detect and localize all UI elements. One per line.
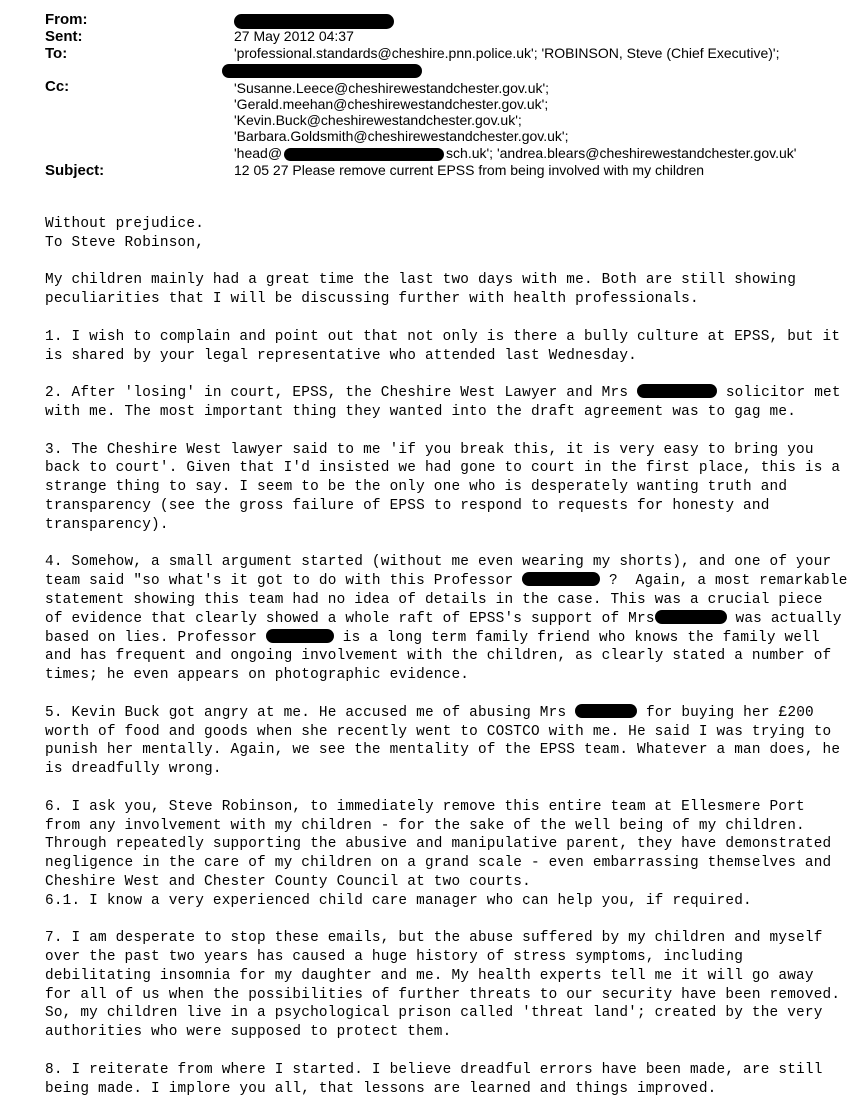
cc-line: 'Gerald.meehan@cheshirewestandchester.gov.uk'; (234, 96, 549, 112)
paragraph-3: 3. The Cheshire West lawyer said to me 'if you break this, it is very easy to bring you back to court'. Given that I'd insisted we had gone to court in the first place, this is a strange thing to say. I seem to be the only one who is desperately wanting truth and transparency (see the gross failure of EPSS to respond to requests for honesty and transparency). (45, 441, 841, 533)
paragraph-4-text-d: is a long term family friend who knows the family well and has frequent and ongoing involvement with the children, as clearly stated a number of times; he even appears on photographic evidence. (45, 629, 832, 684)
redaction-mark (234, 14, 394, 29)
cc-label: Cc: (45, 78, 70, 95)
cc-last-rest: sch.uk'; 'andrea.blears@cheshirewestandchester.gov.uk' (446, 145, 797, 161)
paragraph-5-text-b: for buying her £200 worth of food and goods when she recently went to COSTCO with me. He said I was trying to punish her mentally. Again, we see the mentality of the EPSS team. Whatever a man does, he is dreadfully wrong. (45, 704, 841, 778)
paragraph-4-text-c: was actually based on lies. Professor (45, 610, 842, 646)
from-label: From: (45, 11, 88, 28)
to-redacted-value (222, 62, 422, 79)
sent-row (0, 28, 856, 46)
paragraph-8: 8. I reiterate from where I started. I believe dreadful errors have been made, are still being made. I implore you all, that lessons are learned and things improved. (45, 1061, 823, 1097)
paragraph-5-text-a: 5. Kevin Buck got angry at me. He accused me of abusing Mrs (45, 704, 576, 721)
subject-label: Subject: (45, 162, 105, 179)
paragraph-4 (45, 553, 848, 685)
redaction-mark (284, 148, 444, 161)
cc-line: 'Barbara.Goldsmith@cheshirewestandchester.gov.uk'; (234, 128, 569, 144)
subject-row (0, 162, 856, 180)
greeting: Without prejudice. To Steve Robinson, (45, 216, 205, 251)
paragraph-1: 1. I wish to complain and point out that not only is there a bully culture at EPSS, but it is shared by your legal representative who attended last Wednesday. (45, 328, 841, 364)
paragraph-5 (45, 704, 845, 779)
redaction-mark (266, 629, 334, 643)
from-row (0, 11, 856, 29)
to-value: 'professional.standards@cheshire.pnn.police.uk'; 'ROBINSON, Steve (Chief Executive)'; (234, 45, 780, 61)
to-label: To: (45, 45, 68, 62)
redaction-mark (222, 64, 422, 78)
redaction-mark (655, 610, 727, 624)
paragraph-2 (45, 384, 845, 422)
sent-value: 27 May 2012 04:37 (234, 28, 354, 44)
redaction-mark (575, 704, 637, 718)
paragraph-2-text-b: solicitor met with me. The most important thing they wanted into the draft agreement was to gag me. (45, 385, 841, 420)
redaction-mark (637, 384, 717, 398)
from-value (234, 12, 394, 29)
paragraph-intro: My children mainly had a great time the last two days with me. Both are still showing peculiarities that I will be discussing further with health professionals. (45, 272, 797, 308)
email-body (45, 215, 848, 1117)
paragraph-7: 7. I am desperate to stop these emails, but the abuse suffered by my children and myself over the past two years has caused a huge history of stress symptoms, including debilitating insomnia for my daughter and me. My health experts tell me it will go away for all of us when the possibilities of further threats to our security have been removed. So, my children live in a psychological prison called 'threat land'; created by the very authorities who were supposed to protect them. (45, 930, 841, 1041)
cc-head-address: 'head@ (234, 145, 283, 161)
paragraph-2-text-a: 2. After 'losing' in court, EPSS, the Cheshire West Lawyer and Mrs (45, 385, 637, 402)
paragraph-4-text-a: 4. Somehow, a small argument started (without me even wearing my shorts), and one of your team said "so what's it got to do with this Professor (45, 554, 832, 590)
cc-line-last (234, 145, 796, 162)
cc-line: 'Susanne.Leece@cheshirewestandchester.gov.uk'; (234, 80, 550, 96)
redaction-mark (522, 572, 600, 586)
sent-label: Sent: (45, 28, 83, 45)
to-row (0, 45, 856, 63)
subject-value: 12 05 27 Please remove current EPSS from being involved with my children (234, 162, 705, 178)
paragraph-6: 6. I ask you, Steve Robinson, to immediately remove this entire team at Ellesmere Port from any involvement with my children - for the sake of the well being of my children. Through repeatedly supporting the abusive and manipulative parent, they have demonstrated negligence in the care of my children on a grand scale - even embarrassing themselves and Cheshire West and Chester County Council at two courts. 6.1. I know a very experienced child care manager who can help you, if required. (45, 798, 832, 909)
cc-line: 'Kevin.Buck@cheshirewestandchester.gov.uk'; (234, 112, 522, 128)
paragraph-4-text-b: ? Again, a most remarkable statement showing this team had no idea of details in the case. This was a crucial piece of evidence that clearly showed a whole raft of EPSS's support of Mrs (45, 573, 848, 627)
